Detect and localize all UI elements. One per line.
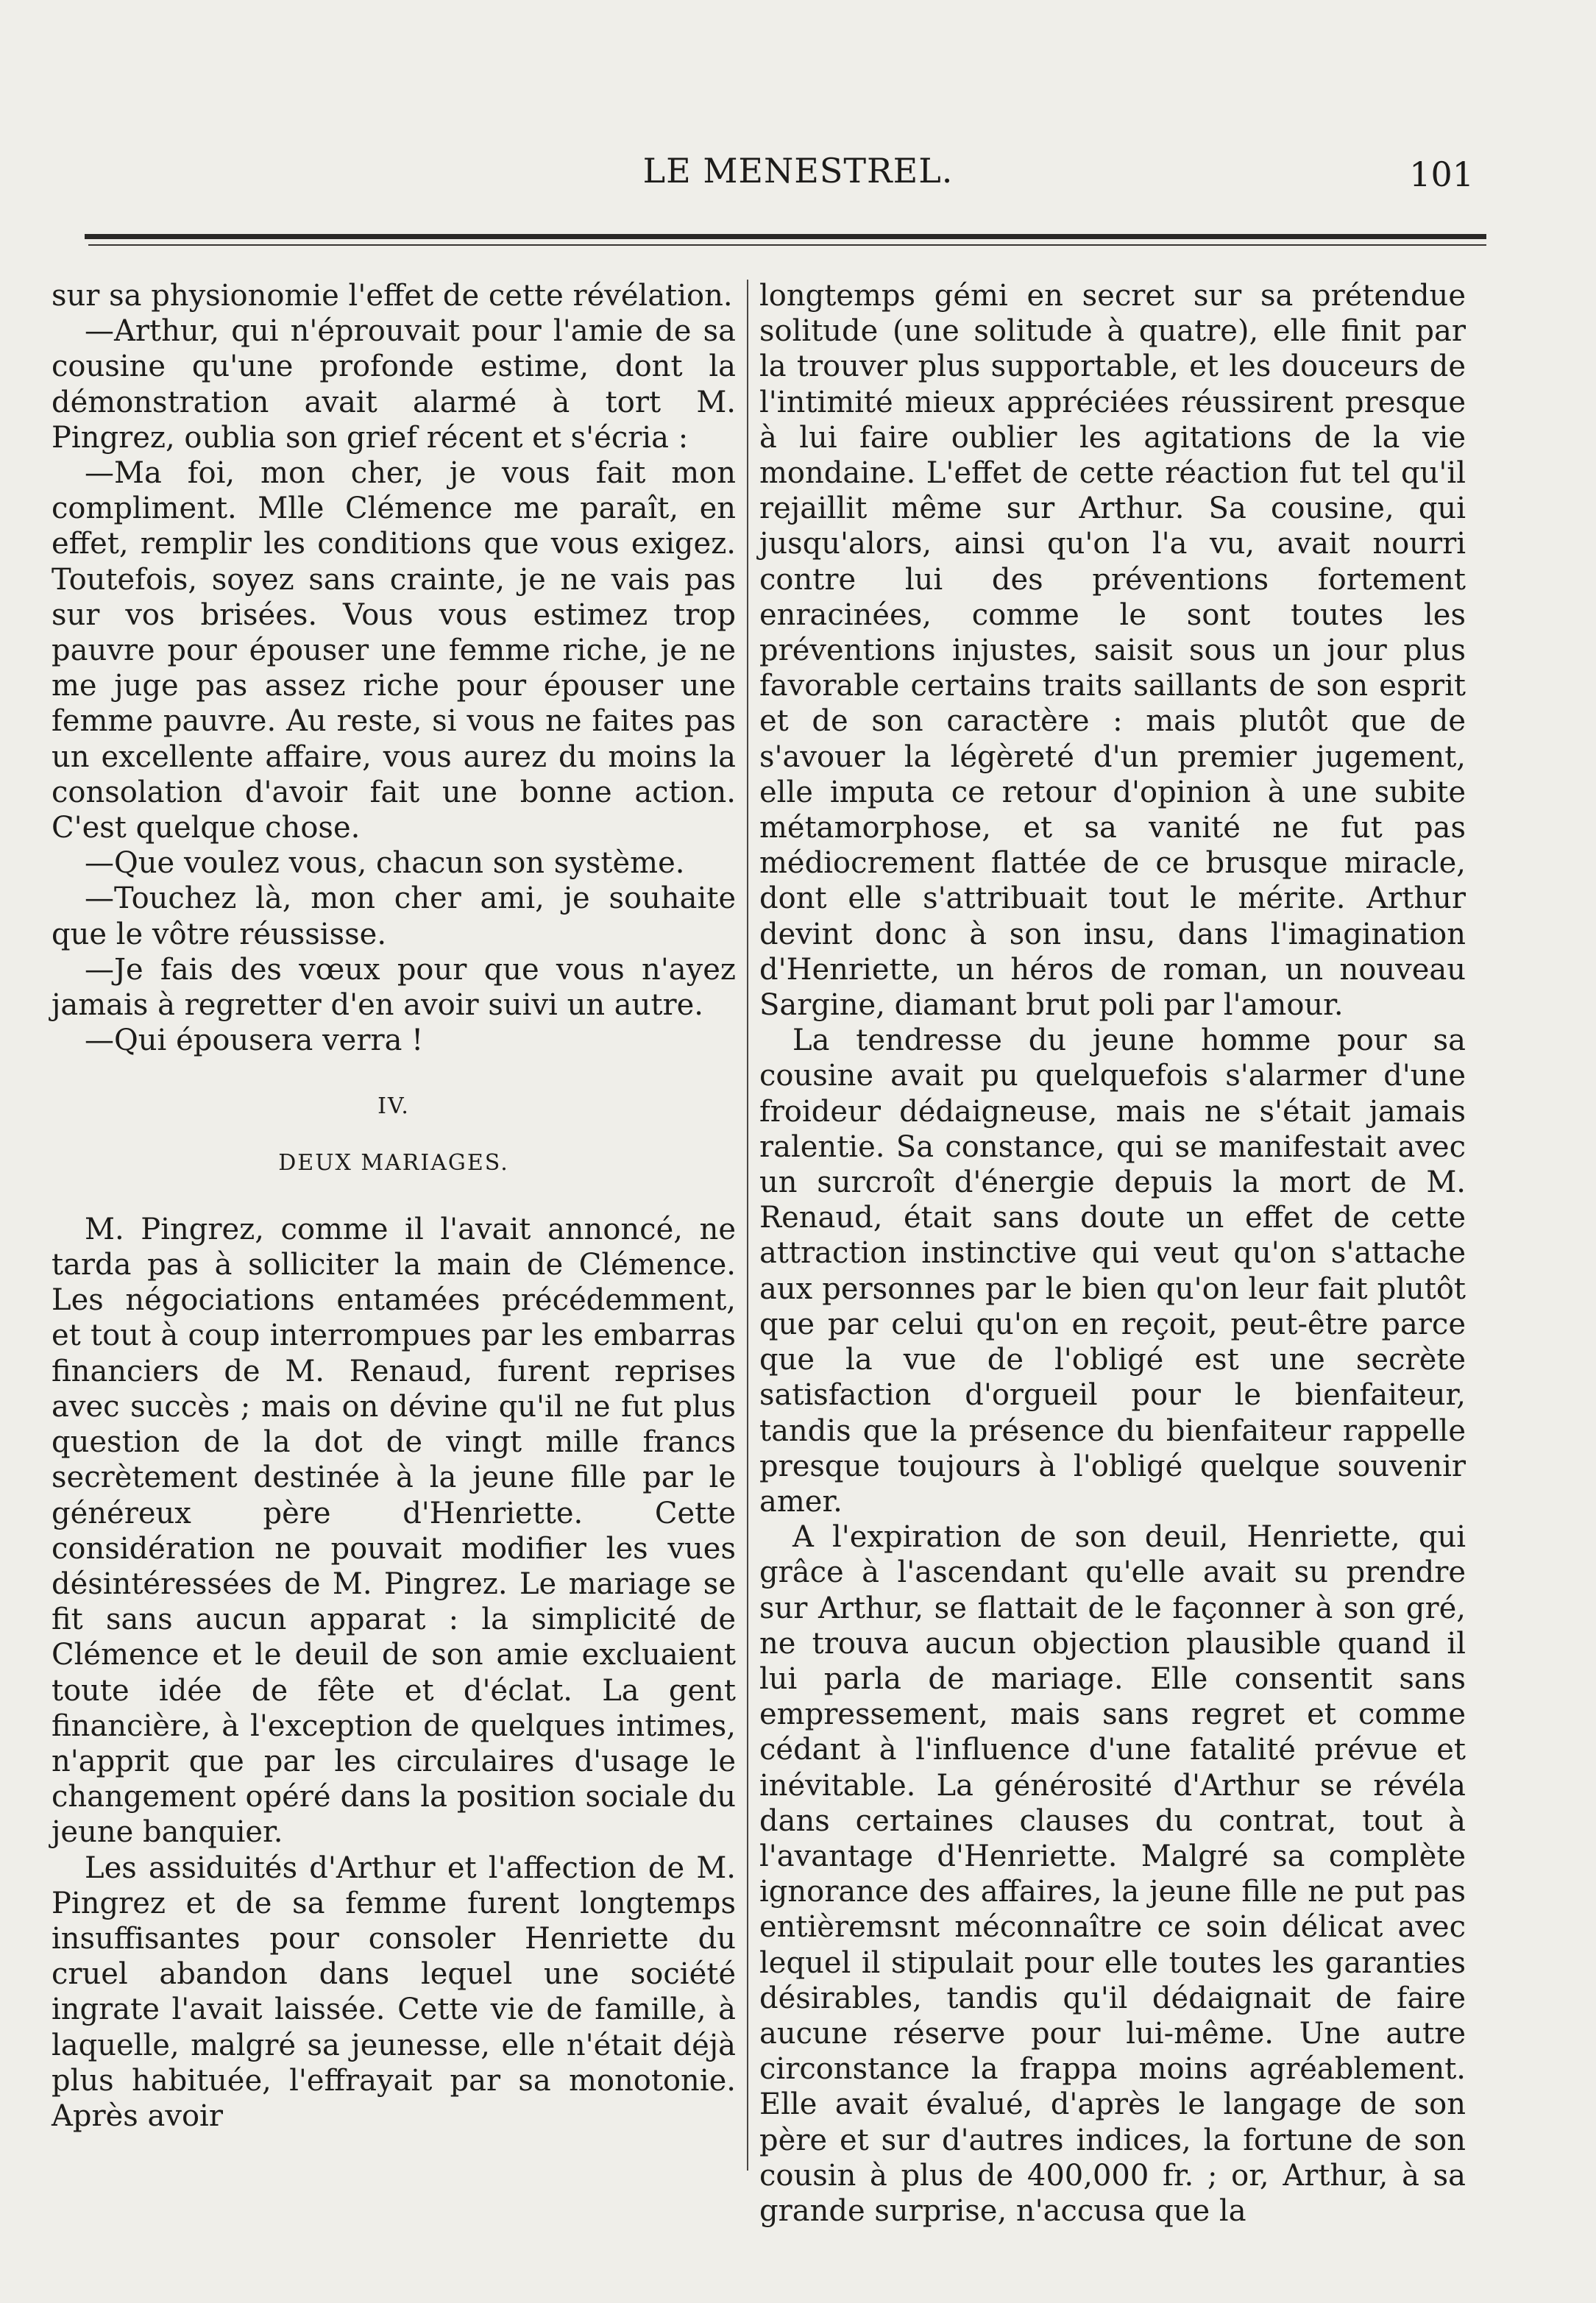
left-paragraph-3: —Ma foi, mon cher, je vous fait mon compliment. Mlle Clémence me paraît, en effet, remplir les conditions que vous exigez. Toutefois, soyez sans crainte, je ne vais pas sur vos brisées. Vous vous estimez trop pauvre pour épouser une femme riche, je ne me juge pas assez riche pour épouser une femme pauvre. Au reste, si vous ne faites pas un excellente affaire, vous aurez du moins la consolation d'avoir fait une bonne action. C'est quelque chose. <box>52 456 736 845</box>
section-title <box>52 1146 736 1181</box>
section-title-text: DEUX MARIAGES. <box>278 1149 509 1176</box>
left-paragraph-1: sur sa physionomie l'effet de cette révélation. <box>52 279 733 313</box>
left-paragraph-8: M. Pingrez, comme il l'avait annoncé, ne tarda pas à solliciter la main de Clémence. Les négociations entamées précédemment, et tout à coup interrompues par les embarras financiers de M. Renaud, furent reprises avec succès ; mais on dévine qu'il ne fut plus question de la dot de vingt mille francs secrètement destinée à la jeune fille par le généreux père d'Henriette. Cette considération ne pouvait modifier les vues désintéressées de M. Pingrez. Le mariage se fit sans aucun apparat : la simplicité de Clémence et le deuil de son amie excluaient toute idée de fête et d'éclat. La gent financière, à l'exception de quelques intimes, n'apprit que par les circulaires d'usage le changement opéré dans la position sociale du jeune banquier. <box>52 1212 736 1850</box>
left-paragraph-7: —Qui épousera verra ! <box>85 1023 424 1058</box>
left-paragraph-5: —Touchez là, mon cher ami, je souhaite que le vôtre réussisse. <box>52 881 736 951</box>
column-divider <box>747 280 748 2171</box>
section-number: IV. <box>377 1093 410 1120</box>
left-paragraph-6: —Je fais des vœux pour que vous n'ayez jamais à regretter d'en avoir suivi un autre. <box>52 952 736 1023</box>
right-column <box>759 278 1466 2228</box>
header-rule-thin <box>88 244 1486 246</box>
right-paragraph-1: longtemps gémi en secret sur sa prétendue solitude (une solitude à quatre), elle finit par la trouver plus supportable, et les douceurs de l'intimité mieux appréciées réussirent presque à lui faire oublier les agitations de la vie mondaine. L'effet de cette réaction fut tel qu'il rejaillit même sur Arthur. Sa cousine, qui jusqu'alors, ainsi qu'on l'a vu, avait nourri contre lui des préventions fortement enracinées, comme le sont toutes les préventions injustes, saisit sous un jour plus favorable certains traits saillants de son esprit et de son caractère : mais plutôt que de s'avouer la légèreté d'un premier jugement, elle imputa ce retour d'opinion à une subite métamorphose, et sa vanité ne fut pas médiocrement flattée de ce brusque miracle, dont elle s'attribuait tout le mérite. Arthur devint donc à son insu, dans l'imagination d'Henriette, un héros de roman, un nouveau Sargine, diamant brut poli par l'amour. <box>759 279 1466 1023</box>
left-paragraph-2: —Arthur, qui n'éprouvait pour l'amie de sa cousine qu'une profonde estime, dont la démonstration avait alarmé à tort M. Pingrez, oublia son grief récent et s'écria : <box>52 314 736 455</box>
left-paragraph-9: Les assiduités d'Arthur et l'affection de M. Pingrez et de sa femme furent longtemps insuffisantes pour consoler Henriette du cruel abandon dans lequel une société ingrate l'avait laissée. Cette vie de famille, à laquelle, malgré sa jeunesse, elle n'était déjà plus habituée, l'effrayait par sa monotonie. Après avoir <box>52 1850 736 2133</box>
page-number: 101 <box>1409 155 1474 194</box>
running-title: LE MENESTREL. <box>642 151 954 191</box>
right-paragraph-3: A l'expiration de son deuil, Henriette, qui grâce à l'ascendant qu'elle avait su prendre sur Arthur, se flattait de le façonner à son gré, ne trouva aucun objection plausible quand il lui parla de mariage. Elle consentit sans empressement, mais sans regret et comme cédant à l'influence d'une fatalité prévue et inévitable. La générosité d'Arthur se révéla dans certaines clauses du contrat, tout à l'avantage d'Henriette. Malgré sa complète ignorance des affaires, la jeune fille ne put pas entièremsnt méconnaître ce soin délicat avec lequel il stipulait pour elle toutes les garanties désirables, tandis qu'il dédaignait de faire aucune réserve pour lui-même. Une autre circonstance la frappa moins agréablement. Elle avait évalué, d'après le langage de son père et sur d'autres indices, la fortune de son cousin à plus de 400,000 fr. ; or, Arthur, à sa grande surprise, n'accusa que la <box>759 1520 1466 2228</box>
header-rule-thick <box>85 234 1486 239</box>
left-paragraph-4: —Que voulez vous, chacun son système. <box>85 846 685 881</box>
left-column <box>52 278 736 2176</box>
right-paragraph-2: La tendresse du jeune homme pour sa cousine avait pu quelquefois s'alarmer d'une froideur dédaigneuse, mais ne s'était jamais ralentie. Sa constance, qui se manifestait avec un surcroît d'énergie depuis la mort de M. Renaud, était sans doute un effet de cette attraction instinctive qui veut qu'on s'attache aux personnes par le bien qu'on leur fait plutôt que par celui qu'on en reçoit, peut-être parce que la vue de l'obligé est une secrète satisfaction d'orgueil pour le bienfaiteur, tandis que la présence du bienfaiteur rappelle presque toujours à l'obligé quelque souvenir amer. <box>759 1023 1466 1519</box>
